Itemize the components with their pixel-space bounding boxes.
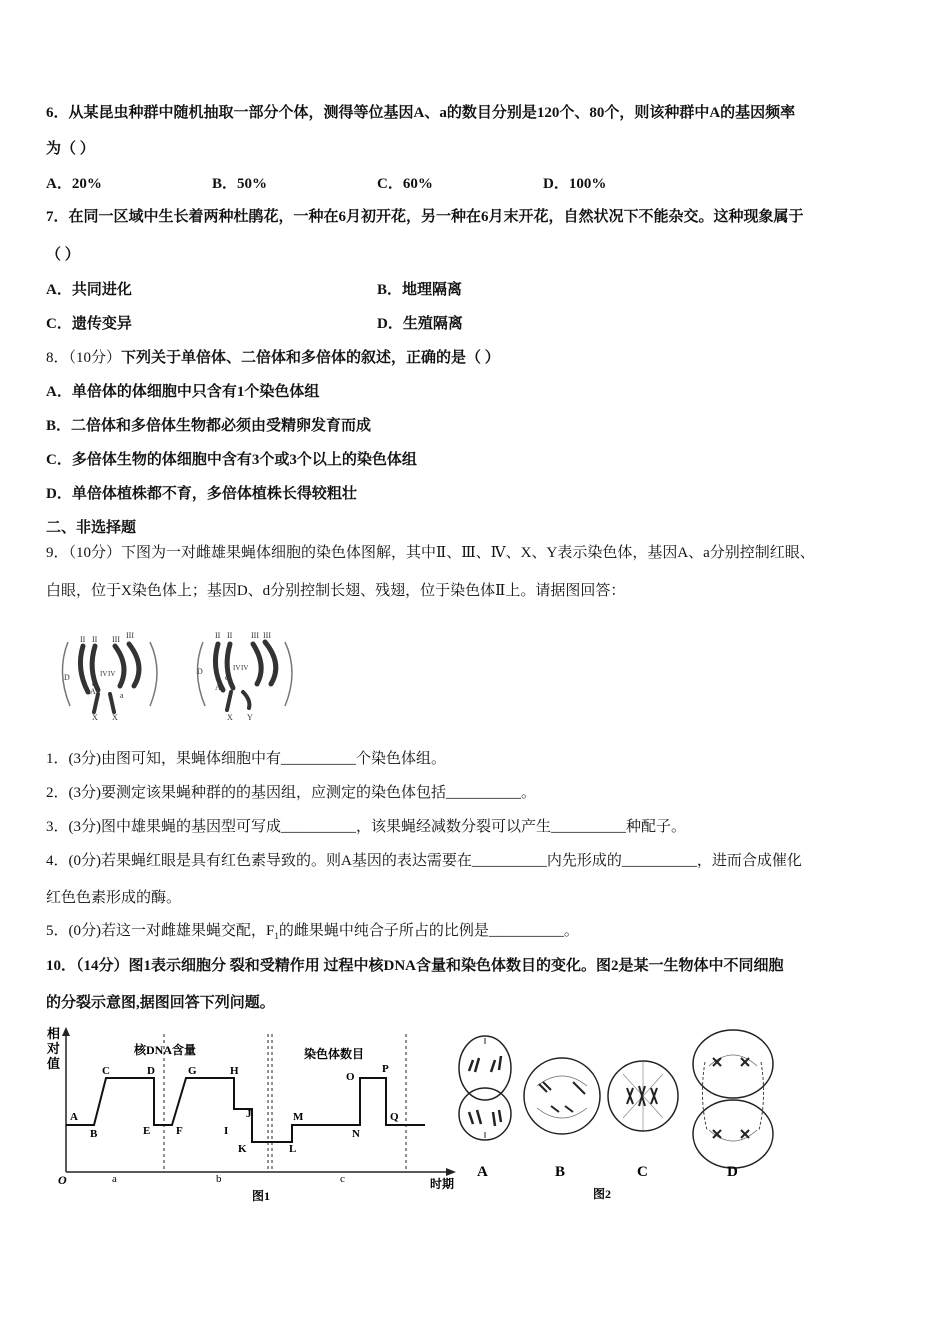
q8-option-d: D．单倍体植株都不育，多倍体植株长得较粗壮 <box>46 486 357 502</box>
point-label: G <box>188 1065 197 1077</box>
cell-d <box>693 1030 773 1180</box>
q9-sub5-post: 的雌果蝇中纯合子所占的比例是__________。 <box>278 923 579 939</box>
q6-option-b: B．50% <box>212 176 268 192</box>
gene-label: D <box>64 673 70 682</box>
figure-2-cells <box>455 1026 785 1206</box>
gene-label: D <box>197 667 203 676</box>
q6-stem-line2: 为（ ） <box>46 141 95 157</box>
cell-a <box>459 1036 511 1180</box>
q7-stem-line1: 7．在同一区域中生长着两种杜鹃花，一种在6月初开花，另一种在6月末开花，自然状况下不能杂交。这种现象属于 <box>46 209 804 225</box>
q6-option-c: C．60% <box>377 176 433 192</box>
dna-curve-title: 核DNA含量 <box>134 1043 196 1057</box>
q9-chromosome-figure <box>50 624 310 724</box>
point-label: H <box>230 1065 239 1077</box>
sex-chromosome-label: X <box>92 713 98 722</box>
cell-c <box>608 1061 678 1180</box>
q9-sub5-subscript: 1 <box>274 931 279 941</box>
point-label: A <box>70 1111 78 1123</box>
point-label: Q <box>390 1111 399 1123</box>
q10-stem-line1: 10．（14分）图1表示细胞分 裂和受精作用 过程中核DNA含量和染色体数目的变化。图2是某一生物体中不同细胞 <box>46 958 784 974</box>
point-label: P <box>382 1063 389 1075</box>
q8-option-b: B．二倍体和多倍体生物都必须由受精卵发育而成 <box>46 418 372 434</box>
figure-2-caption: 图2 <box>593 1187 612 1201</box>
cell-label: D <box>727 1164 738 1180</box>
gene-label: A <box>215 683 221 692</box>
cell-label: A <box>477 1164 488 1180</box>
q9-stem-line1: 9．（10分）下图为一对雌雄果蝇体细胞的染色体图解，其中Ⅱ、Ⅲ、Ⅳ、X、Y表示染色体，基因A、a分别控制红眼、 <box>46 545 815 561</box>
male-roman-label: III <box>263 631 271 640</box>
q7-option-a: A．共同进化 <box>46 282 132 298</box>
segment-label: c <box>340 1173 345 1185</box>
point-label: B <box>90 1128 98 1140</box>
y-label-char: 相 <box>47 1026 61 1041</box>
q9-stem-line2: 白眼，位于X染色体上；基因D、d分别控制长翅、残翅，位于染色体Ⅱ上。请据图回答： <box>46 583 626 599</box>
male-roman-label: III <box>251 631 259 640</box>
q8-stem <box>46 348 500 368</box>
chromosome-curve-title: 染色体数目 <box>304 1047 365 1061</box>
q7-option-b: B．地理隔离 <box>377 282 463 298</box>
gene-label: IV <box>108 670 116 678</box>
point-label: M <box>293 1111 304 1123</box>
point-label: I <box>224 1125 229 1137</box>
gene-label: IV <box>241 664 249 672</box>
point-label: D <box>147 1065 155 1077</box>
point-label: F <box>176 1125 183 1137</box>
point-label: L <box>289 1143 297 1155</box>
q8-option-c: C．多倍体生物的体细胞中含有3个或3个以上的染色体组 <box>46 452 417 468</box>
gene-label: IV <box>100 670 108 678</box>
q7-option-c: C．遗传变异 <box>46 316 132 332</box>
male-chromosome-set <box>197 631 292 722</box>
q8-option-a: A．单倍体的体细胞中只含有1个染色体组 <box>46 384 320 400</box>
gene-label: A <box>90 687 96 696</box>
cell-b <box>524 1058 600 1180</box>
q9-sub-4-line2: 红色色素形成的酶。 <box>46 890 182 906</box>
gene-label: IV <box>233 664 241 672</box>
gene-label: d <box>92 679 96 688</box>
y-label-char: 对 <box>47 1041 61 1056</box>
figure-1-graph <box>40 1022 465 1207</box>
q9-sub-5 <box>46 921 579 946</box>
y-label-char: 值 <box>47 1056 61 1071</box>
segment-label: a <box>112 1173 117 1185</box>
point-label: C <box>102 1065 110 1077</box>
y-axis-label <box>46 1026 60 1071</box>
gene-label: d <box>225 673 229 682</box>
q6-option-a: A．20% <box>46 176 102 192</box>
q10-stem-line2: 的分裂示意图,据图回答下列问题。 <box>46 995 275 1011</box>
x-axis-label: 时期 <box>430 1177 455 1191</box>
gene-label: a <box>120 691 124 700</box>
cell-label: B <box>555 1164 566 1180</box>
female-roman-label: III <box>126 631 134 640</box>
q9-sub-3: 3．(3分)图中雄果蝇的基因型可写成__________，该果蝇经减数分裂可以产生__________种配子。 <box>46 819 686 835</box>
point-label: J <box>246 1108 252 1120</box>
segment-label: b <box>216 1173 222 1185</box>
point-label: E <box>143 1125 151 1137</box>
male-roman-label: II <box>227 631 233 640</box>
q7-option-d: D．生殖隔离 <box>377 316 463 332</box>
figure-1-caption: 图1 <box>252 1189 271 1203</box>
female-roman-label: II <box>92 635 98 644</box>
point-label: N <box>352 1128 360 1140</box>
q9-sub-2: 2．(3分)要测定该果蝇种群的的基因组，应测定的染色体包括__________。 <box>46 785 536 801</box>
male-roman-label: II <box>215 631 221 640</box>
sex-chromosome-label: Y <box>247 713 253 722</box>
q7-stem-line2: （ ） <box>46 247 80 263</box>
sex-chromosome-label: X <box>227 713 233 722</box>
cell-label: C <box>637 1164 648 1180</box>
y-axis-arrow <box>62 1027 70 1036</box>
point-label: O <box>346 1071 355 1083</box>
q8-number: 8．（10分） <box>46 350 122 366</box>
sex-chromosome-label: X <box>112 713 118 722</box>
female-chromosome-set <box>62 631 157 722</box>
q9-sub5-pre: 5．(0分)若这一对雌雄果蝇交配，F <box>46 923 275 939</box>
point-label: K <box>238 1143 247 1155</box>
q8-stem-text: 下列关于单倍体、二倍体和多倍体的叙述，正确的是（ ） <box>121 350 500 366</box>
q9-sub-4-line1: 4．(0分)若果蝇红眼是具有红色素导致的。则A基因的表达需要在__________内先形成的__________，进而合成催化 <box>46 853 802 869</box>
q9-sub-1: 1．(3分)由图可知，果蝇体细胞中有__________个染色体组。 <box>46 751 446 767</box>
section-heading: 二、非选择题 <box>46 520 137 536</box>
female-roman-label: III <box>112 635 120 644</box>
female-roman-label: II <box>80 635 86 644</box>
origin-label: O <box>58 1173 67 1187</box>
q6-option-d: D．100% <box>543 176 607 192</box>
q6-stem-line1: 6．从某昆虫种群中随机抽取一部分个体，测得等位基因A、a的数目分别是120个、80个，则该种群中A的基因频率 <box>46 105 796 121</box>
